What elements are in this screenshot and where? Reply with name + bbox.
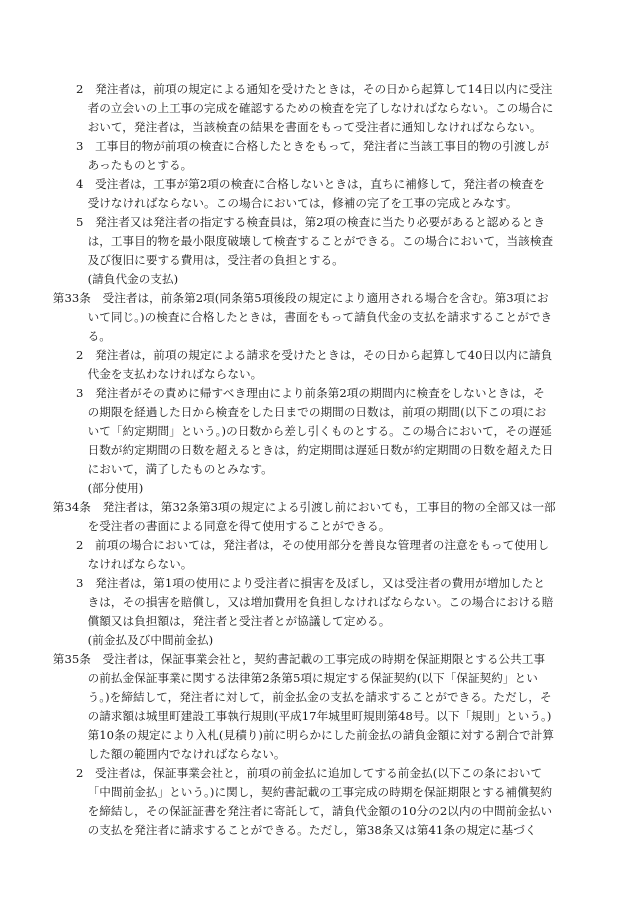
clause-32-paragraph-2: 2 発注者は，前項の規定による通知を受けたときは，その日から起算して14日以内に受注者の立会いの上工事の完成を確認するための検査を完了しなければならない。この場合において，発注者は，当該検査の結果を書面をもって受注者に通知しなければならない。 (76, 82, 554, 134)
article-35-paragraph-2: 2 受注者は，保証事業会社と，前項の前金払に追加してする前金払(以下この条において「中間前金払」という。)に関し，契約書記載の工事完成の時期を保証期限とする補償契約を締結し，その保証証書を発注者に寄託して，請負代金額の10分の2以内の中間前金払いの支払を発注者に請求することができる。ただし，第38条又は第41条の規定に基づく (76, 766, 553, 837)
article-34-caption: (部分使用) (87, 481, 144, 495)
article-35-caption: (前金払及び中間前金払) (87, 633, 214, 647)
clause-32-paragraph-4: 4 受注者は，工事が第2項の検査に合格しないときは，直ちに補修して，発注者の検査を受けなければならない。この場合においては，修補の完了を工事の完成とみなす。 (76, 177, 545, 210)
clause-32-paragraph-3: 3 工事目的物が前項の検査に合格したときをもって，発注者に当該工事目的物の引渡しがあったものとする。 (76, 139, 549, 172)
clause-32-paragraph-5: 5 発注者又は発注者の指定する検査員は，第2項の検査に当たり必要があると認めるときは，工事目的物を最小限度破壊して検査することができる。この場合において，当該検査及び復旧に要する費用は，受注者の負担とする。 (76, 215, 554, 267)
article-34-paragraph-1: 第34条 発注者は，第32条第3項の規定による引渡し前においても，工事目的物の全部又は一部を受注者の書面による同意を得て使用することができる。 (52, 500, 556, 533)
document-body (52, 80, 556, 840)
article-33-caption: (請負代金の支払) (87, 272, 179, 286)
article-33-paragraph-1: 第33条 受注者は，前条第2項(同条第5項後段の規定により適用される場合を含む。第3項において同じ。)の検査に合格したときは，書面をもって請負代金の支払を請求することができる。 (52, 291, 553, 343)
article-35-paragraph-1: 第35条 受注者は，保証事業会社と，契約書記載の工事完成の時期を保証期限とする公共工事の前払金保証事業に関する法律第2条第5項に規定する保証契約(以下「保証契約」という。)を締結して，発注者に対して，前金払金の支払を請求することができる。ただし，その請求額は城里町建設工事執行規則(平成17年城里町規則第48号。以下「規則」という。)第10条の規定により入札(見積り)前に明らかにした前金払の請負金額に対する割合で計算した額の範囲内でなければならない。 (52, 652, 555, 761)
article-33-paragraph-2: 2 発注者は，前項の規定による請求を受けたときは，その日から起算して40日以内に請負代金を支払わなければならない。 (76, 348, 553, 381)
article-34-paragraph-3: 3 発注者は，第1項の使用により受注者に損害を及ぼし，又は受注者の費用が増加したときは，その損害を賠償し，又は増加費用を負担しなければならない。この場合における賠償額又は負担額は，発注者と受注者とが協議して定める。 (76, 576, 554, 628)
article-33-paragraph-3: 3 発注者がその責めに帰すべき理由により前条第2項の期間内に検査をしないときは，その期限を経過した日から検査をした日までの期間の日数は，前項の期間(以下この項において「約定期間」という。)の日数から差し引くものとする。この場合において，その遅延日数が約定期間の日数を超えるときは，約定期間は遅延日数が約定期間の日数を超えた日において，満了したものとみなす。 (76, 386, 554, 476)
article-34-paragraph-2: 2 前項の場合においては，発注者は，その使用部分を善良な管理者の注意をもって使用しなければならない。 (76, 538, 550, 571)
